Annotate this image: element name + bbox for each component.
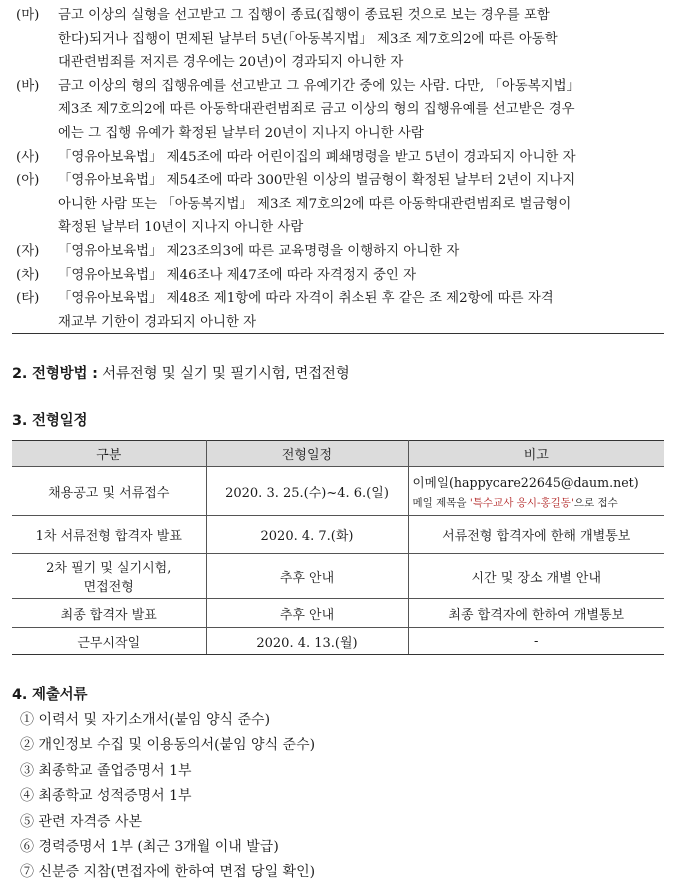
document-list	[20, 708, 660, 886]
table-row	[12, 628, 664, 655]
clause-line: 재교부 기한이 경과되지 아니한 자	[58, 314, 257, 330]
clause-line: 「영유아보육법」 제48조 제1항에 따라 자격이 취소된 후 같은 조 제2항에 따른 자격	[58, 291, 554, 307]
clause-line: 금고 이상의 실형을 선고받고 그 집행이 종료(집행이 종료된 것으로 보는 경우를 포함	[58, 8, 550, 23]
category-cell: 근무시작일	[12, 628, 206, 655]
clause-line: 「영유아보육법」 제45조에 따라 어린이집의 폐쇄명령을 받고 5년이 경과되지 아니한 자	[58, 149, 576, 165]
clause-ma	[16, 4, 666, 75]
list-item: ④ 최종학교 성적증명서 1부	[20, 788, 192, 805]
clause-cha	[16, 264, 666, 288]
remark-cell: -	[408, 628, 664, 655]
date-cell: 2020. 3. 25.(수)~4. 6.(일)	[206, 467, 408, 516]
clause-a	[16, 169, 666, 240]
clause-line: 금고 이상의 형의 집행유예를 선고받고 그 유예기간 중에 있는 사람. 다만, 「아동복지법」	[58, 78, 580, 94]
section-schedule-heading: 3. 전형일정	[12, 413, 88, 429]
section-heading: 2. 전형방법 :	[12, 366, 98, 382]
email-subject-note	[413, 495, 661, 510]
section-text: 서류전형 및 실기 및 필기시험, 면접전형	[97, 366, 350, 382]
clause-mark: (타)	[16, 291, 40, 307]
column-header: 구분	[12, 441, 206, 467]
list-item: ② 개인정보 수집 및 이용동의서(붙임 양식 준수)	[20, 737, 316, 754]
clause-line: 「영유아보육법」 제46조나 제47조에 따라 자격정지 중인 자	[58, 267, 417, 283]
table-header-row	[12, 441, 664, 467]
clause-line: 한다)되거나 집행이 면제된 날부터 5년(「아동복지법」 제3조 제7호의2에 따른 아동학	[58, 31, 558, 47]
table-row	[12, 554, 664, 599]
clause-ba	[16, 75, 666, 146]
highlighted-subject: '특수교사 응시-홍길동'	[469, 497, 574, 509]
remark-cell: 시간 및 장소 개별 안내	[408, 554, 664, 599]
clause-line: 「영유아보육법」 제23조의3에 따른 교육명령을 이행하지 아니한 자	[58, 243, 460, 259]
clause-line: 「영유아보육법」 제54조에 따라 300만원 이상의 벌금형이 확정된 날부터 2년이 지나지	[58, 173, 576, 189]
clause-sa	[16, 146, 666, 170]
clause-line: 확정된 날부터 10년이 지나지 아니한 사람	[58, 220, 304, 236]
category-cell: 최종 합격자 발표	[12, 599, 206, 628]
date-cell: 추후 안내	[206, 554, 408, 599]
list-item: ⑥ 경력증명서 1부 (최근 3개월 이내 발급)	[20, 839, 279, 856]
disqualification-clauses	[16, 4, 666, 334]
note-text: 메일 제목을	[412, 497, 470, 509]
remark-cell: 최종 합격자에 한하여 개별통보	[408, 599, 664, 628]
remark-cell	[408, 467, 664, 516]
clause-line: 대관련범죄를 저지른 경우에는 20년)이 경과되지 아니한 자	[58, 55, 404, 71]
category-line: 면접전형	[83, 580, 134, 595]
column-header: 전형일정	[206, 441, 408, 467]
category-cell: 채용공고 및 서류접수	[12, 467, 206, 516]
column-header: 비고	[408, 441, 664, 467]
clause-mark: (마)	[16, 8, 40, 23]
clause-text	[58, 75, 666, 146]
email-address: 이메일(happycare22645@daum.net)	[412, 475, 639, 490]
table-row	[12, 516, 664, 554]
clause-text	[58, 169, 666, 240]
clause-mark: (바)	[16, 78, 40, 94]
list-item: ⑦ 신분증 지참(면접자에 한하여 면접 당일 확인)	[20, 864, 316, 881]
clause-mark: (자)	[16, 243, 40, 259]
remark-cell: 서류전형 합격자에 한해 개별통보	[408, 516, 664, 554]
schedule-table	[12, 440, 664, 655]
list-item: ③ 최종학교 졸업증명서 1부	[20, 762, 192, 779]
clause-line: 아니한 사람 또는 「아동복지법」 제3조 제7호의2에 따른 아동학대관련범죄로 벌금형이	[58, 196, 572, 212]
category-cell: 1차 서류전형 합격자 발표	[12, 516, 206, 554]
clause-ja	[16, 240, 666, 264]
date-cell: 2020. 4. 7.(화)	[206, 516, 408, 554]
divider	[12, 333, 664, 334]
date-cell: 추후 안내	[206, 599, 408, 628]
clause-line: 에는 그 집행 유예가 확정된 날부터 20년이 지나지 아니한 사람	[58, 125, 424, 141]
clause-text	[58, 240, 666, 264]
clause-text	[58, 4, 666, 75]
table-row	[12, 467, 664, 516]
clause-mark: (아)	[16, 173, 40, 189]
category-cell	[12, 554, 206, 599]
clause-mark: (사)	[16, 149, 40, 165]
clause-text	[58, 146, 666, 170]
category-line: 2차 필기 및 실기시험,	[46, 561, 172, 576]
section-selection-method	[12, 362, 350, 383]
date-cell: 2020. 4. 13.(월)	[206, 628, 408, 655]
clause-ta	[16, 287, 666, 334]
list-item: ⑤ 관련 자격증 사본	[20, 813, 143, 830]
note-text: 으로 접수	[573, 497, 618, 509]
table-row	[12, 599, 664, 628]
clause-line: 제3조 제7호의2에 따른 아동학대관련범죄로 금고 이상의 형의 집행유예를 선고받은 경우	[58, 102, 575, 118]
list-item: ① 이력서 및 자기소개서(붙임 양식 준수)	[20, 712, 271, 728]
section-documents-heading: 4. 제출서류	[12, 687, 88, 703]
clause-mark: (차)	[16, 267, 40, 283]
clause-text	[58, 287, 666, 334]
clause-text	[58, 264, 666, 288]
